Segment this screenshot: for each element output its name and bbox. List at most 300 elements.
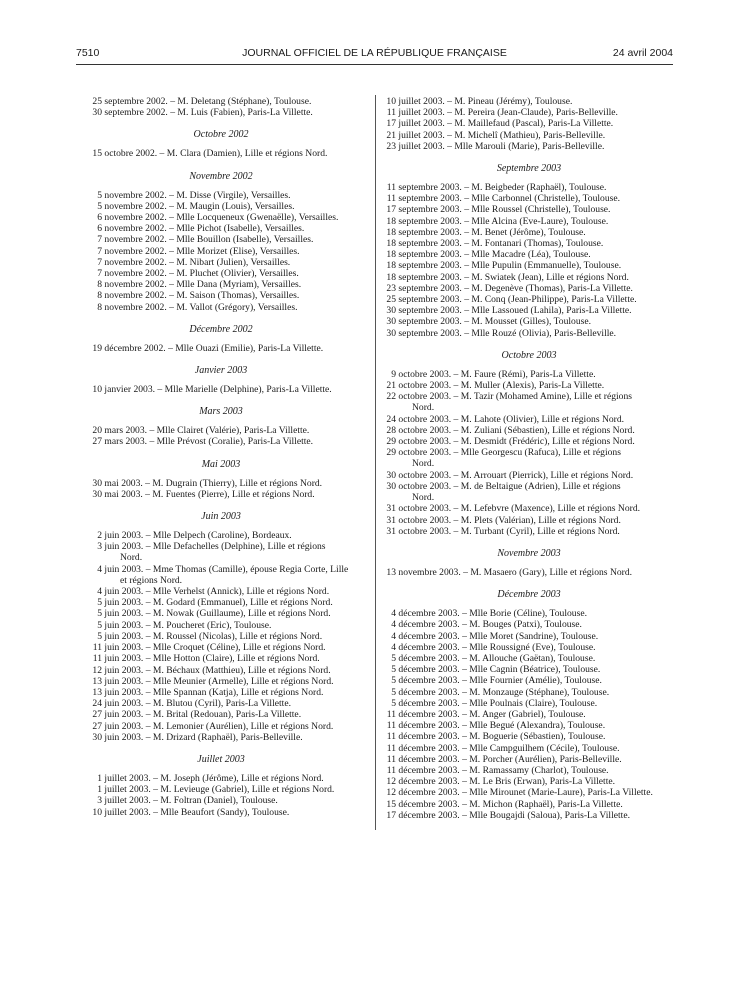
entry-day: 13 xyxy=(92,675,102,687)
entry-text: novembre 2002. – Mlle Bouillon (Isabelle), Versailles. xyxy=(104,234,314,246)
list-item xyxy=(384,608,674,619)
list-item xyxy=(76,631,366,642)
entry-text: juin 2003. – M. Roussel (Nicolas), Lille et régions Nord. xyxy=(104,630,323,642)
entry-day: 23 xyxy=(386,140,396,152)
entry-day: 15 xyxy=(386,798,396,810)
entry-day: 1 xyxy=(97,784,102,796)
entry-day: 28 xyxy=(386,424,396,436)
entry-day: 30 xyxy=(386,316,396,328)
entry-day: 23 xyxy=(386,282,396,294)
entry-text: juin 2003. – Mlle Meunier (Armelle), Lille et régions Nord. xyxy=(104,675,334,687)
entry-text: juin 2003. – Mme Thomas (Camille), épouse Regia Corte, Lille xyxy=(104,563,349,575)
list-item xyxy=(76,530,366,541)
month-heading: Juin 2003 xyxy=(201,511,241,523)
entry-day: 10 xyxy=(92,806,102,818)
entry-text: septembre 2003. – M. Beigbeder (Raphaël), Toulouse. xyxy=(398,182,607,194)
list-item xyxy=(384,414,674,425)
month-heading: Décembre 2002 xyxy=(189,323,253,335)
header-rule xyxy=(76,64,673,65)
entry-text: septembre 2003. – Mlle Carbonnel (Christelle), Toulouse. xyxy=(398,193,621,205)
entry-text: novembre 2002. – Mlle Pichot (Isabelle), Versailles. xyxy=(104,223,305,235)
entry-text: juillet 2003. – M. Foltran (Daniel), Toulouse. xyxy=(104,795,278,807)
entry-day: 27 xyxy=(92,709,102,721)
list-item xyxy=(76,302,366,313)
entry-day: 7 xyxy=(97,234,102,246)
list-item xyxy=(384,425,674,436)
entry-text: juin 2003. – M. Lemonier (Aurélien), Lille et régions Nord. xyxy=(104,720,334,732)
list-item xyxy=(76,784,366,795)
month-heading: Mai 2003 xyxy=(201,458,241,470)
list-item xyxy=(76,257,366,268)
entry-text: juin 2003. – Mlle Defachelles (Delphine), Lille et régions xyxy=(104,541,326,553)
entry-day: 11 xyxy=(386,107,396,119)
entry-day: 4 xyxy=(391,641,396,653)
list-item xyxy=(384,141,674,152)
entry-day: 30 xyxy=(92,477,102,489)
entry-text: octobre 2003. – M. Turbant (Cyril), Lille et régions Nord. xyxy=(398,525,620,537)
list-item xyxy=(384,260,674,271)
entry-day: 5 xyxy=(391,664,396,676)
entry-day: 8 xyxy=(97,290,102,302)
list-item xyxy=(384,118,674,129)
entry-day: 2 xyxy=(97,530,102,542)
entry-text: juin 2003. – M. Nowak (Guillaume), Lille et régions Nord. xyxy=(104,608,331,620)
entry-text: juillet 2003. – M. Michelî (Mathieu), Paris-Belleville. xyxy=(398,129,606,141)
list-item xyxy=(384,380,674,391)
list-item xyxy=(384,470,674,481)
entry-text: novembre 2002. – M. Disse (Virgile), Versailles. xyxy=(104,189,291,201)
entry-text: octobre 2003. – M. Tazir (Mohamed Amine), Lille et régions xyxy=(398,391,633,403)
entry-continuation: Nord. xyxy=(412,492,435,504)
list-item xyxy=(76,96,366,107)
entry-day: 1 xyxy=(97,772,102,784)
entry-day: 18 xyxy=(386,238,396,250)
entry-text: juillet 2003. – M. Maillefaud (Pascal), Paris-La Villette. xyxy=(398,118,614,130)
entry-day: 11 xyxy=(386,193,396,205)
entry-text: novembre 2003. – M. Masaero (Gary), Lille et régions Nord. xyxy=(398,566,633,578)
entry-text: juin 2003. – M. Poucheret (Eric), Toulouse. xyxy=(104,619,272,631)
entry-text: septembre 2003. – Mlle Alcina (Eve-Laure), Toulouse. xyxy=(398,215,609,227)
list-item xyxy=(76,201,366,212)
month-heading: Mars 2003 xyxy=(199,406,243,418)
entry-text: décembre 2003. – Mlle Campguilhem (Cécile), Toulouse. xyxy=(398,742,620,754)
list-item xyxy=(76,148,366,159)
entry-day: 4 xyxy=(391,608,396,620)
entry-day: 30 xyxy=(386,327,396,339)
entry-day: 25 xyxy=(386,294,396,306)
entry-day: 5 xyxy=(97,597,102,609)
list-item xyxy=(76,653,366,664)
entry-day: 7 xyxy=(97,245,102,257)
list-item xyxy=(384,776,674,787)
entry-day: 3 xyxy=(97,795,102,807)
entry-day: 4 xyxy=(97,586,102,598)
right-column xyxy=(384,96,674,821)
list-item xyxy=(384,216,674,227)
entry-text: septembre 2003. – M. Benet (Jérôme), Toulouse. xyxy=(398,226,586,238)
entry-text: décembre 2003. – M. Boguerie (Sébastien), Toulouse. xyxy=(398,731,606,743)
entry-day: 24 xyxy=(386,413,396,425)
entry-day: 10 xyxy=(386,96,396,107)
list-item xyxy=(76,246,366,257)
entry-text: novembre 2002. – M. Saison (Thomas), Versailles. xyxy=(104,290,300,302)
list-item xyxy=(76,586,366,597)
entry-continuation: Nord. xyxy=(412,458,435,470)
entry-text: novembre 2002. – Mlle Locqueneux (Gwenaëlle), Versailles. xyxy=(104,212,339,224)
list-item xyxy=(384,698,674,709)
entry-day: 30 xyxy=(92,107,102,119)
entry-text: octobre 2003. – M. Zuliani (Sébastien), Lille et régions Nord. xyxy=(398,424,635,436)
entry-day: 17 xyxy=(386,204,396,216)
entry-day: 11 xyxy=(386,182,396,194)
entry-day: 25 xyxy=(92,96,102,107)
list-item xyxy=(76,290,366,301)
list-item xyxy=(384,436,674,447)
list-item xyxy=(384,619,674,630)
entry-text: juin 2003. – Mlle Hotton (Claire), Lille et régions Nord. xyxy=(104,653,320,665)
entry-text: juillet 2003. – M. Pereira (Jean-Claude), Paris-Belleville. xyxy=(398,107,618,119)
entry-text: novembre 2002. – M. Pluchet (Olivier), Versailles. xyxy=(104,268,299,280)
entry-day: 11 xyxy=(386,731,396,743)
entry-text: juillet 2003. – M. Joseph (Jérôme), Lille et régions Nord. xyxy=(104,772,324,784)
entry-day: 29 xyxy=(386,436,396,448)
list-item xyxy=(384,272,674,283)
entry-text: septembre 2003. – M. Degenève (Thomas), Paris-La Villette. xyxy=(398,282,633,294)
list-item xyxy=(384,447,674,469)
list-item xyxy=(384,107,674,118)
month-heading: Novembre 2003 xyxy=(497,547,561,559)
list-item xyxy=(384,687,674,698)
entry-day: 7 xyxy=(97,256,102,268)
list-item xyxy=(76,279,366,290)
entry-continuation: et régions Nord. xyxy=(120,574,183,586)
entry-text: octobre 2003. – M. Muller (Alexis), Paris-La Villette. xyxy=(398,380,605,392)
list-item xyxy=(384,182,674,193)
entry-text: octobre 2003. – M. Desmidt (Frédéric), Lille et régions Nord. xyxy=(398,436,635,448)
list-item xyxy=(384,294,674,305)
entry-day: 27 xyxy=(92,720,102,732)
list-item xyxy=(384,249,674,260)
entry-day: 30 xyxy=(386,469,396,481)
list-item xyxy=(76,489,366,500)
list-item xyxy=(76,234,366,245)
entry-day: 11 xyxy=(92,642,102,654)
issue-date: 24 avril 2004 xyxy=(612,47,673,59)
entry-day: 30 xyxy=(386,305,396,317)
entry-day: 18 xyxy=(386,249,396,261)
entry-text: septembre 2003. – M. Swiatek (Jean), Lille et régions Nord. xyxy=(398,271,629,283)
entry-text: décembre 2003. – Mlle Moret (Sandrine), Toulouse. xyxy=(398,630,599,642)
list-item xyxy=(76,732,366,743)
entry-day: 7 xyxy=(97,268,102,280)
entry-text: novembre 2002. – Mlle Morizet (Elise), Versailles. xyxy=(104,245,300,257)
entry-text: septembre 2003. – Mlle Lassoued (Lahila), Paris-La Villette. xyxy=(398,305,632,317)
entry-day: 5 xyxy=(97,189,102,201)
entry-text: mai 2003. – M. Fuentes (Pierre), Lille et régions Nord. xyxy=(104,488,315,500)
list-item xyxy=(76,107,366,118)
entry-text: décembre 2003. – Mlle Borie (Céline), Toulouse. xyxy=(398,608,587,620)
entry-day: 12 xyxy=(92,664,102,676)
entry-text: octobre 2003. – M. de Beltaigue (Adrien), Lille et régions xyxy=(398,480,621,492)
entry-text: octobre 2003. – M. Plets (Valérian), Lille et régions Nord. xyxy=(398,514,621,526)
list-item xyxy=(76,541,366,563)
entry-text: juin 2003. – M. Blutou (Cyril), Paris-La Villette. xyxy=(104,698,291,710)
list-item xyxy=(76,709,366,720)
entry-day: 11 xyxy=(92,653,102,665)
entry-text: juin 2003. – Mlle Croquet (Céline), Lille et régions Nord. xyxy=(104,642,326,654)
month-heading: Octobre 2002 xyxy=(193,129,249,141)
list-item xyxy=(384,754,674,765)
list-item xyxy=(384,653,674,664)
entry-day: 6 xyxy=(97,223,102,235)
entry-day: 11 xyxy=(386,753,396,765)
list-item xyxy=(76,676,366,687)
entry-text: juin 2003. – Mlle Verhelst (Annick), Lille et régions Nord. xyxy=(104,586,330,598)
entry-day: 17 xyxy=(386,118,396,130)
entry-text: septembre 2003. – Mlle Macadre (Léa), Toulouse. xyxy=(398,249,591,261)
entry-text: décembre 2003. – M. Monzauge (Stéphane), Toulouse. xyxy=(398,686,610,698)
entry-text: juin 2003. – M. Drizard (Raphaël), Paris-Belleville. xyxy=(104,731,303,743)
entry-text: octobre 2002. – M. Clara (Damien), Lille et régions Nord. xyxy=(104,148,328,160)
entry-text: septembre 2003. – M. Fontanari (Thomas), Toulouse. xyxy=(398,238,604,250)
list-item xyxy=(384,130,674,141)
entry-day: 5 xyxy=(391,686,396,698)
month-heading: Décembre 2003 xyxy=(497,589,561,601)
entry-text: juillet 2003. – Mlle Marouli (Marie), Paris-Belleville. xyxy=(398,140,605,152)
list-item xyxy=(76,223,366,234)
entry-day: 27 xyxy=(92,436,102,448)
entry-day: 5 xyxy=(97,200,102,212)
entry-day: 17 xyxy=(386,809,396,821)
list-item xyxy=(384,503,674,514)
entry-text: mai 2003. – M. Dugrain (Thierry), Lille et régions Nord. xyxy=(104,477,323,489)
list-item xyxy=(384,96,674,107)
entry-text: décembre 2003. – M. Anger (Gabriel), Toulouse. xyxy=(398,708,586,720)
entry-text: décembre 2003. – M. Michon (Raphaël), Paris-La Villette. xyxy=(398,798,623,810)
page-header xyxy=(76,47,673,63)
month-heading: Juillet 2003 xyxy=(197,753,245,765)
entry-text: décembre 2003. – Mlle Fournier (Amélie), Toulouse. xyxy=(398,675,602,687)
entry-text: octobre 2003. – M. Arrouart (Pierrick), Lille et régions Nord. xyxy=(398,469,634,481)
entry-day: 6 xyxy=(97,212,102,224)
entry-day: 31 xyxy=(386,503,396,515)
entry-day: 5 xyxy=(97,608,102,620)
column-divider xyxy=(375,95,376,830)
list-item xyxy=(76,478,366,489)
entry-text: juin 2003. – M. Brital (Redouan), Paris-La Villette. xyxy=(104,709,302,721)
entry-text: juillet 2003. – M. Pineau (Jérémy), Toulouse. xyxy=(398,96,573,107)
entry-text: décembre 2003. – M. Bouges (Patxi), Toulouse. xyxy=(398,619,582,631)
list-item xyxy=(384,305,674,316)
entry-text: juin 2003. – M. Béchaux (Matthieu), Lille et régions Nord. xyxy=(104,664,331,676)
list-item xyxy=(384,743,674,754)
entry-day: 4 xyxy=(391,630,396,642)
list-item xyxy=(384,369,674,380)
entry-day: 15 xyxy=(92,148,102,160)
list-item xyxy=(76,642,366,653)
entry-text: décembre 2003. – Mlle Poulnais (Claire), Toulouse. xyxy=(398,697,598,709)
list-item xyxy=(76,620,366,631)
entry-text: mars 2003. – Mlle Prévost (Coralie), Paris-La Villette. xyxy=(104,436,314,448)
entry-text: décembre 2003. – M. Ramassamy (Charlot), Toulouse. xyxy=(398,764,609,776)
entry-day: 11 xyxy=(386,708,396,720)
entry-day: 21 xyxy=(386,380,396,392)
entry-text: septembre 2003. – Mlle Roussel (Christelle), Toulouse. xyxy=(398,204,611,216)
list-item xyxy=(384,481,674,503)
page-number: 7510 xyxy=(76,47,100,59)
entry-text: novembre 2002. – Mlle Dana (Myriam), Versailles. xyxy=(104,279,302,291)
entry-text: octobre 2003. – M. Lefebvre (Maxence), Lille et régions Nord. xyxy=(398,503,641,515)
entry-text: décembre 2003. – M. Le Bris (Erwan), Paris-La Villette. xyxy=(398,776,616,788)
list-item xyxy=(384,316,674,327)
entry-day: 8 xyxy=(97,301,102,313)
entry-text: juillet 2003. – Mlle Beaufort (Sandy), Toulouse. xyxy=(104,806,290,818)
list-item xyxy=(384,631,674,642)
entry-day: 18 xyxy=(386,226,396,238)
entry-continuation: Nord. xyxy=(120,552,143,564)
list-item xyxy=(384,799,674,810)
entry-continuation: Nord. xyxy=(412,402,435,414)
entry-text: décembre 2003. – Mlle Roussigné (Eve), Toulouse. xyxy=(398,641,596,653)
list-item xyxy=(76,698,366,709)
list-item xyxy=(384,204,674,215)
entry-day: 13 xyxy=(92,686,102,698)
entry-day: 18 xyxy=(386,215,396,227)
entry-text: décembre 2003. – Mlle Bougajdi (Saloua), Paris-La Villette. xyxy=(398,809,630,821)
list-item xyxy=(384,642,674,653)
entry-text: juin 2003. – M. Godard (Emmanuel), Lille et régions Nord. xyxy=(104,597,333,609)
entry-text: juillet 2003. – M. Levieuge (Gabriel), Lille et régions Nord. xyxy=(104,784,335,796)
entry-day: 31 xyxy=(386,514,396,526)
entry-day: 30 xyxy=(386,480,396,492)
entry-day: 12 xyxy=(386,787,396,799)
entry-day: 5 xyxy=(391,652,396,664)
entry-text: décembre 2003. – M. Porcher (Aurélien), Paris-Belleville. xyxy=(398,753,622,765)
list-item xyxy=(76,807,366,818)
list-item xyxy=(76,597,366,608)
entry-day: 31 xyxy=(386,525,396,537)
entry-text: novembre 2002. – M. Maugin (Louis), Versailles. xyxy=(104,200,295,212)
entry-text: décembre 2002. – Mlle Ouazi (Emilie), Paris-La Villette. xyxy=(104,342,324,354)
list-item xyxy=(384,709,674,720)
list-item xyxy=(384,664,674,675)
entry-day: 9 xyxy=(391,368,396,380)
entry-day: 19 xyxy=(92,342,102,354)
entry-day: 13 xyxy=(386,566,396,578)
list-item xyxy=(384,283,674,294)
month-heading: Septembre 2003 xyxy=(496,163,562,175)
entry-text: novembre 2002. – M. Vallot (Grégory), Versailles. xyxy=(104,301,298,313)
list-item xyxy=(76,425,366,436)
left-column xyxy=(76,96,366,818)
list-item xyxy=(76,721,366,732)
list-item xyxy=(384,328,674,339)
journal-title: JOURNAL OFFICIEL DE LA RÉPUBLIQUE FRANÇAISE xyxy=(242,47,507,59)
entry-day: 4 xyxy=(97,563,102,575)
entry-text: septembre 2002. – M. Luis (Fabien), Paris-La Villette. xyxy=(104,107,313,119)
list-item xyxy=(76,190,366,201)
entry-text: décembre 2003. – M. Allouche (Gaëtan), Toulouse. xyxy=(398,652,596,664)
list-item xyxy=(384,391,674,413)
list-item xyxy=(76,564,366,586)
entry-day: 30 xyxy=(92,488,102,500)
entry-day: 5 xyxy=(391,675,396,687)
entry-text: septembre 2003. – Mlle Pupulin (Emmanuelle), Toulouse. xyxy=(398,260,622,272)
entry-day: 11 xyxy=(386,742,396,754)
list-item xyxy=(384,787,674,798)
list-item xyxy=(384,810,674,821)
list-item xyxy=(384,675,674,686)
list-item xyxy=(384,765,674,776)
month-heading: Novembre 2002 xyxy=(189,170,253,182)
entry-text: octobre 2003. – M. Faure (Rémi), Paris-La Villette. xyxy=(398,368,596,380)
list-item xyxy=(76,343,366,354)
list-item xyxy=(76,773,366,784)
entry-text: septembre 2003. – M. Conq (Jean-Philippe), Paris-La Villette. xyxy=(398,294,637,306)
entry-text: novembre 2002. – M. Nibart (Julien), Versailles. xyxy=(104,256,291,268)
entry-day: 11 xyxy=(386,720,396,732)
list-item xyxy=(384,238,674,249)
entry-day: 20 xyxy=(92,425,102,437)
month-heading: Janvier 2003 xyxy=(194,365,248,377)
entry-day: 11 xyxy=(386,764,396,776)
list-item xyxy=(384,567,674,578)
entry-text: septembre 2003. – Mlle Rouzé (Olivia), Paris-Belleville. xyxy=(398,327,617,339)
month-heading: Octobre 2003 xyxy=(501,349,557,361)
entry-day: 24 xyxy=(92,698,102,710)
entry-text: septembre 2003. – M. Mousset (Gilles), Toulouse. xyxy=(398,316,592,328)
list-item xyxy=(384,515,674,526)
entry-day: 3 xyxy=(97,541,102,553)
entry-text: janvier 2003. – Mlle Marielle (Delphine), Paris-La Villette. xyxy=(104,384,332,396)
entry-day: 29 xyxy=(386,447,396,459)
entry-text: mars 2003. – Mlle Clairet (Valérie), Paris-La Villette. xyxy=(104,425,310,437)
list-item xyxy=(384,731,674,742)
entry-text: décembre 2003. – Mlle Mirounet (Marie-Laure), Paris-La Villette. xyxy=(398,787,653,799)
entry-text: septembre 2002. – M. Deletang (Stéphane), Toulouse. xyxy=(104,96,312,107)
entry-day: 30 xyxy=(92,731,102,743)
entry-day: 10 xyxy=(92,384,102,396)
list-item xyxy=(76,212,366,223)
list-item xyxy=(76,436,366,447)
entry-day: 12 xyxy=(386,776,396,788)
entry-text: décembre 2003. – Mlle Cagnin (Béatrice), Toulouse. xyxy=(398,664,601,676)
list-item xyxy=(384,193,674,204)
list-item xyxy=(76,687,366,698)
list-item xyxy=(384,720,674,731)
list-item xyxy=(76,608,366,619)
list-item xyxy=(76,384,366,395)
entry-day: 21 xyxy=(386,129,396,141)
entry-day: 4 xyxy=(391,619,396,631)
entry-day: 5 xyxy=(391,697,396,709)
entry-day: 5 xyxy=(97,619,102,631)
list-item xyxy=(76,795,366,806)
entry-text: juin 2003. – Mlle Delpech (Caroline), Bordeaux. xyxy=(104,530,292,542)
entry-text: octobre 2003. – M. Lahote (Olivier), Lille et régions Nord. xyxy=(398,413,625,425)
list-item xyxy=(76,268,366,279)
entry-text: juin 2003. – Mlle Spannan (Katja), Lille et régions Nord. xyxy=(104,686,324,698)
entry-day: 18 xyxy=(386,271,396,283)
entry-day: 8 xyxy=(97,279,102,291)
entry-day: 18 xyxy=(386,260,396,272)
entry-day: 5 xyxy=(97,630,102,642)
list-item xyxy=(384,227,674,238)
entry-day: 22 xyxy=(386,391,396,403)
entry-text: décembre 2003. – Mlle Begué (Alexandra), Toulouse. xyxy=(398,720,606,732)
entry-text: octobre 2003. – Mlle Georgescu (Rafuca), Lille et régions xyxy=(398,447,621,459)
list-item xyxy=(76,665,366,676)
